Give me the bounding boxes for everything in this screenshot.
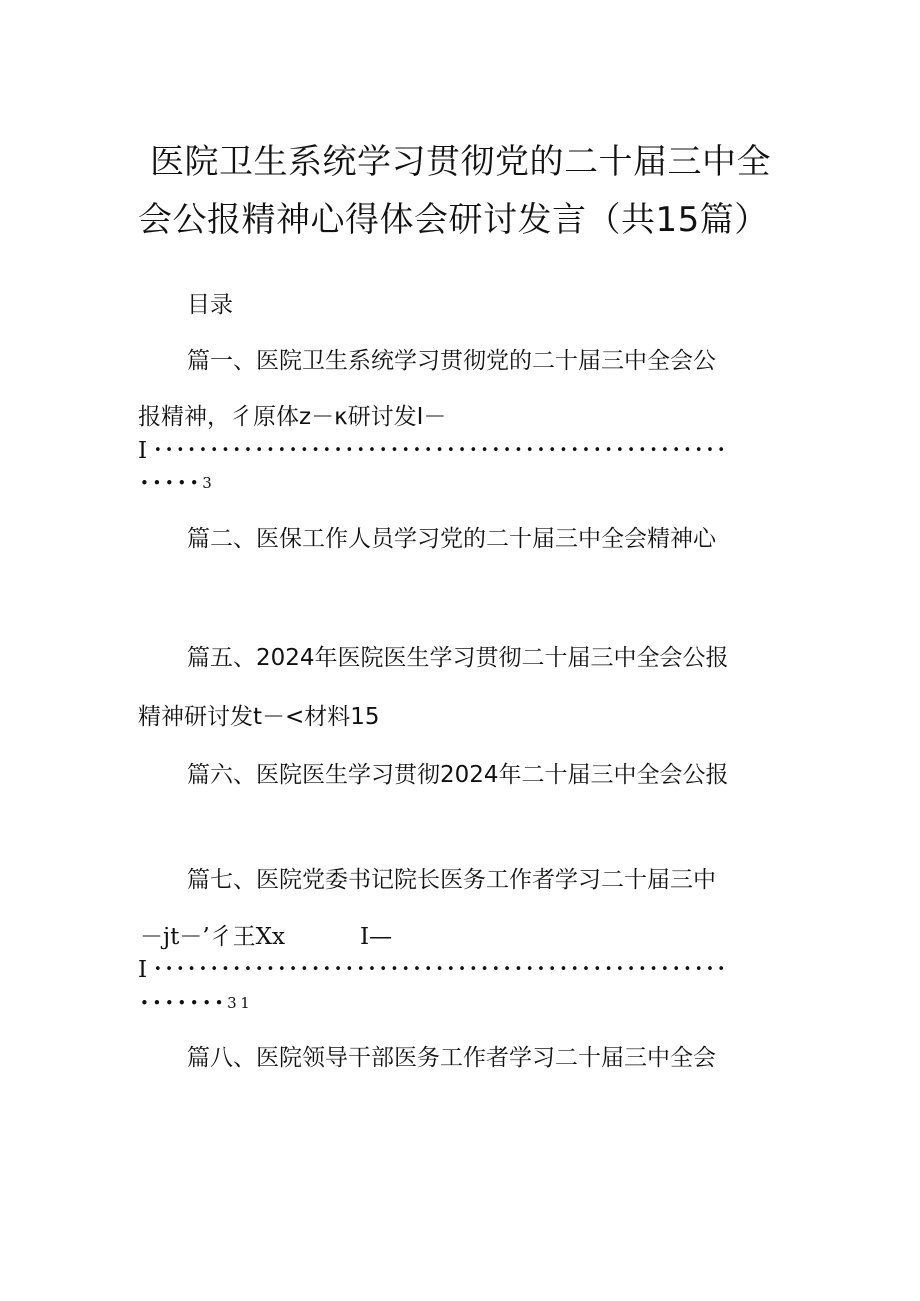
toc-item-5-line-1: 篇五、2024年医院医生学习贯彻二十届三中全会公报: [187, 645, 729, 671]
toc-item-1-line-3-start: I: [138, 438, 148, 464]
toc-item-5-line-2: 精神研讨发t－<材料15: [138, 704, 380, 730]
toc-item-1-leader-dots: •••••••••••••••••••••••••••••••••••••••••••••••••••: [154, 443, 729, 458]
toc-item-1-page-ref: •••••3: [140, 474, 216, 492]
document-title-line-2: 会公报精神心得体会研讨发言（共15篇）: [138, 200, 769, 240]
toc-item-2-line-1: 篇二、医保工作人员学习党的二十届三中全会精神心: [187, 526, 716, 552]
toc-item-7-line-3-start: I: [138, 957, 148, 983]
toc-item-7-leader-dots: •••••••••••••••••••••••••••••••••••••••••••••••••••: [154, 962, 729, 977]
toc-item-1-line-1: 篇一、医院卫生系统学习贯彻党的二十届三中全会公: [187, 348, 716, 374]
toc-item-6-line-1: 篇六、医院医生学习贯彻2024年二十届三中全会公报: [187, 762, 729, 788]
toc-item-7-line-2-end: I—: [360, 924, 393, 950]
toc-item-7-line-2-start: －jt－’彳王Xx: [140, 924, 286, 950]
toc-item-8-line-1: 篇八、医院领导干部医务工作者学习二十届三中全会: [187, 1045, 716, 1071]
document-title-line-1: 医院卫生系统学习贯彻党的二十届三中全: [150, 142, 771, 182]
toc-item-7-line-1: 篇七、医院党委书记院长医务工作者学习二十届三中: [187, 867, 716, 893]
toc-item-1-line-2: 报精神，彳原体z－κ研讨发I－: [138, 404, 447, 430]
toc-item-7-page-ref: •••••••31: [140, 994, 254, 1012]
toc-heading: 目录: [187, 292, 233, 318]
